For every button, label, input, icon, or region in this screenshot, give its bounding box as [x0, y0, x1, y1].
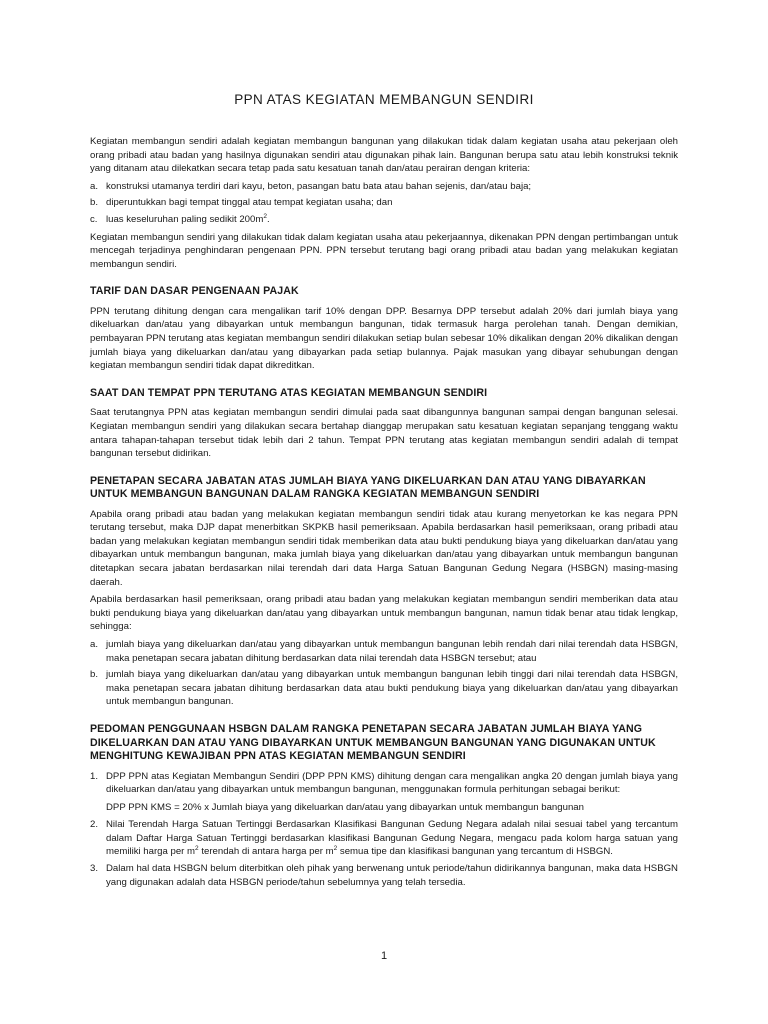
superscript: 2: [333, 845, 338, 853]
formula-text: DPP PPN KMS = 20% x Jumlah biaya yang dikeluarkan dan/atau yang dibayarkan untuk membangun bangunan: [106, 801, 584, 813]
list-item-text: DPP PPN atas Kegiatan Membangun Sendiri (DPP PPN KMS) dihitung dengan cara mengalikan angka 20 dengan jumlah biaya yang dikeluarkan dan/atau yang dibayarkan untuk membangun bangunan, menggunakan formula perhitungan sebagai berikut:: [106, 770, 678, 796]
list-item-text: diperuntukkan bagi tempat tinggal atau tempat kegiatan usaha; dan: [106, 197, 393, 209]
list-item: [90, 213, 678, 227]
section-heading-pedoman: PEDOMAN PENGGUNAAN HSBGN DALAM RANGKA PENETAPAN SECARA JABATAN JUMLAH BIAYA YANG DIKELUARKAN DAN ATAU YANG DIBAYARKAN UNTUK MEMBANGUN BANGUNAN YANG DIGUNAKAN UNTUK MENGHITUNG KEWAJIBAN PPN ATAS KEGIATAN MEMBANGUN SENDIRI: [90, 723, 656, 762]
criteria-list: [90, 180, 678, 227]
list-item-text: konstruksi utamanya terdiri dari kayu, beton, pasangan batu bata atau bahan sejenis, dan/atau baja;: [106, 180, 532, 192]
list-item-suffix: .: [266, 213, 270, 225]
list-item: [90, 668, 678, 709]
superscript: 2: [263, 212, 267, 220]
list-item-text: Nilai Terendah Harga Satuan Tertinggi Berdasarkan Klasifikasi Bangunan Gedung Negara adalah nilai sesuai tabel yang tercantum dalam Daftar Harga Satuan Tertinggi berdasarkan klasifikasi Bangunan Gedung Negara, mengacu pada kolom harga satuan yang memiliki harga per m: [106, 819, 678, 858]
list-item-text: Dalam hal data HSBGN belum diterbitkan oleh pihak yang berwenang untuk periode/tahun didirikannya bangunan, maka data HSBGN yang digunakan adalah data HSBGN periode/tahun sebelumnya yang telah tersedia.: [106, 863, 678, 888]
list-item-text: jumlah biaya yang dikeluarkan dan/atau yang dibayarkan untuk membangun bangunan lebih rendah dari nilai terendah data HSBGN, maka penetapan secara jabatan dihitung berdasarkan data nilai terendah data HSBGN tersebut; atau: [106, 639, 678, 664]
section-heading-tarif: TARIF DAN DASAR PENGENAAN PAJAK: [90, 285, 299, 298]
list-marker: a.: [90, 639, 99, 651]
saat-paragraph: Saat terutangnya PPN atas kegiatan membangun sendiri dimulai pada saat dibangunnya bangunan sampai dengan bangunan selesai. Kegiatan membangun sendiri yang dilakukan secara bertahap dianggap merupakan satu kesatuan kegiatan sepanjang tenggang waktu antara tahapan-tahapan tersebut tidak lebih dari 2 tahun. Tempat PPN terutang atas kegiatan membangun sendiri adalah di tempat bangunan tersebut didirikan.: [90, 407, 678, 460]
intro-paragraph-2: Kegiatan membangun sendiri yang dilakukan tidak dalam kegiatan usaha atau pekerjaannya, dikenakan PPN dengan pertimbangan untuk mencegah terjadinya penghindaran pengenaan PPN. PPN tersebut terutang bagi orang pribadi atau badan yang melakukan kegiatan membangun sendiri.: [90, 231, 678, 270]
section-heading-penetapan: PENETAPAN SECARA JABATAN ATAS JUMLAH BIAYA YANG DIKELUARKAN DAN ATAU YANG DIBAYARKAN UNTUK MEMBANGUN BANGUNAN DALAM RANGKA KEGIATAN MEMBANGUN SENDIRI: [90, 474, 646, 501]
tarif-paragraph: PPN terutang dihitung dengan cara mengalikan tarif 10% dengan DPP. Besarnya DPP tersebut adalah 20% dari jumlah biaya yang dikeluarkan dan/atau yang dibayarkan untuk membangun bangunan, tidak termasuk harga perolehan tanah. Dengan demikian, pembayaran PPN terutang atas kegiatan membangun sendiri dilakukan setiap bulan sebesar 10% dikalikan dengan 20% dikalikan dengan jumlah biaya yang dikeluarkan dan/atau yang dibayarkan pada setiap bulannya. Pajak masukan yang dibayar sehubungan dengan kegiatan membangun sendiri tidak dapat dikreditkan.: [90, 305, 678, 372]
penetapan-paragraph-2: Apabila berdasarkan hasil pemeriksaan, orang pribadi atau badan yang melakukan kegiatan membangun sendiri memberikan data atau bukti pendukung biaya yang dikeluarkan dan/atau yang dibayarkan untuk membangun bangunan, namun tidak benar atau tidak lengkap, sehingga:: [90, 594, 678, 633]
list-item: [90, 638, 678, 665]
list-item-text: semua tipe dan klasifikasi bangunan yang tercantum di HSBGN.: [337, 846, 613, 858]
list-item-text: jumlah biaya yang dikeluarkan dan/atau yang dibayarkan untuk membangun bangunan lebih tinggi dari nilai terendah data HSBGN, maka penetapan secara jabatan dihitung berdasarkan data atau bukti pendukung biaya yang dikeluarkan dan/atau yang dibayarkan untuk membangun bangunan.: [106, 669, 678, 708]
list-marker: c.: [90, 213, 98, 225]
intro-paragraph: Kegiatan membangun sendiri adalah kegiatan membangun bangunan yang dilakukan tidak dalam kegiatan usaha atau pekerjaan oleh orang pribadi atau badan yang hasilnya digunakan sendiri atau digunakan pihak lain. Bangunan berupa satu atau lebih konstruksi teknik yang ditanam atau dilekatkan secara tetap pada satu kesatuan tanah dan/atau perairan dengan kriteria:: [90, 136, 678, 175]
document-title: PPN ATAS KEGIATAN MEMBANGUN SENDIRI: [234, 92, 534, 107]
section-heading-saat: SAAT DAN TEMPAT PPN TERUTANG ATAS KEGIATAN MEMBANGUN SENDIRI: [90, 386, 488, 399]
pedoman-list-continued: [90, 818, 678, 889]
penetapan-paragraph: Apabila orang pribadi atau badan yang melakukan kegiatan membangun sendiri tidak atau kurang menyetorkan ke kas negara PPN terutang tersebut, maka DJP dapat menerbitkan SKPKB hasil pemeriksaan. Apabila berdasarkan hasil pemeriksaan, orang pribadi atau badan yang melakukan kegiatan membangun sendiri tidak memberikan data atau bukti pendukung biaya yang dikeluarkan dan/atau yang dibayarkan untuk membangun bangunan, maka jumlah biaya yang dikeluarkan dan/atau yang dibayarkan untuk membangun bangunan ditetapkan secara jabatan berdasarkan nilai terendah dari data Harga Satuan Bangunan Gedung Negara (HSBGN) masing-masing daerah.: [90, 508, 678, 588]
list-item: [90, 180, 678, 194]
list-marker: b.: [90, 197, 99, 209]
list-item: [90, 818, 678, 859]
list-marker: 2.: [90, 819, 99, 831]
superscript: 2: [195, 845, 199, 853]
list-marker: b.: [90, 669, 99, 681]
pedoman-list: [90, 770, 678, 797]
list-item: [90, 862, 678, 889]
list-marker: 1.: [90, 770, 99, 782]
list-item-text: terendah di antara harga per m: [198, 846, 334, 858]
list-item: [90, 196, 678, 210]
page-number: 1: [380, 950, 388, 962]
list-item: [90, 770, 678, 797]
list-marker: a.: [90, 180, 99, 192]
penetapan-list: [90, 638, 678, 709]
list-item-text: luas keseluruhan paling sedikit 200m: [106, 213, 264, 225]
list-marker: 3.: [90, 863, 99, 875]
